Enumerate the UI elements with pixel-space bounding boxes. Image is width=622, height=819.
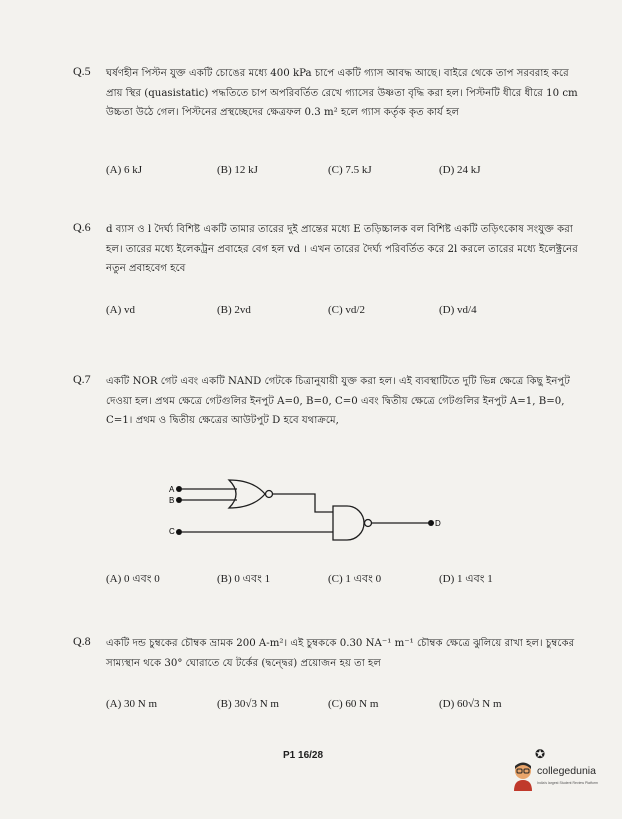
- brand-tagline: India's largest Student Review Platform: [537, 781, 598, 785]
- nand-bubble: [365, 520, 372, 527]
- terminal-b: [176, 497, 182, 503]
- terminal-c: [176, 529, 182, 535]
- page-number: P1 16/28: [283, 750, 324, 761]
- option-b[interactable]: (B) 30√3 N m: [217, 698, 279, 710]
- option-c[interactable]: (C) 7.5 kJ: [328, 164, 372, 176]
- page-mark-icon: ✪: [535, 747, 546, 761]
- option-d[interactable]: (D) 1 এবং 1: [439, 573, 493, 585]
- question-number: Q.5: [73, 64, 91, 78]
- question-text: একটি NOR গেট এবং একটি NAND গেটকে চিত্রানুযায়ী যুক্ত করা হল। এই ব্যবস্থাটিতে দুটি ভিন্ন ক্ষেত্রে কিছু ইনপুট দেওয়া হল। প্রথম ক্ষেত্রে গেটগুলির ইনপুট A=0, B=0, C=0 এবং দ্বিতীয় ক্ষেত্রে গেটগুলির ইনপুট A=1, B=0, C=1। প্রথম ও দ্বিতীয় ক্ষেত্রের আউটপুট D হবে যথাক্রমে,: [106, 376, 570, 426]
- collegedunia-watermark: [503, 753, 621, 799]
- option-a[interactable]: (A) 30 N m: [106, 698, 158, 710]
- question-number: Q.8: [73, 634, 91, 648]
- input-label-a: A: [169, 485, 175, 494]
- input-label-c: C: [169, 527, 175, 536]
- options: [106, 570, 586, 586]
- nand-gate: [333, 506, 364, 540]
- options: [106, 164, 586, 180]
- option-a[interactable]: (A) 0 এবং 0: [106, 573, 160, 585]
- question-text: একটি দন্ড চুম্বকের চৌম্বক ভ্রামক 200 A-m²। এই চুম্বককে 0.30 NA⁻¹ m⁻¹ চৌম্বক ক্ষেত্রে ঝুলিয়ে রাখা হল। চুম্বকের সাম্যস্থান থকে 30° ঘোরাতে যে টর্কের (দ্বন্দ্বের) প্রয়োজন হয় তা হল: [106, 638, 575, 669]
- nor-gate: [229, 480, 265, 508]
- options: [106, 698, 586, 714]
- student-avatar-icon: [511, 761, 535, 791]
- option-c[interactable]: (C) 1 এবং 0: [328, 573, 382, 585]
- option-b[interactable]: (B) 12 kJ: [217, 164, 258, 176]
- option-b[interactable]: (B) 0 এবং 1: [217, 573, 271, 585]
- input-label-b: B: [169, 496, 175, 505]
- nor-bubble: [266, 491, 273, 498]
- option-b[interactable]: (B) 2vd: [217, 304, 251, 316]
- option-c[interactable]: (C) vd/2: [328, 304, 365, 316]
- option-a[interactable]: (A) vd: [106, 304, 136, 316]
- logic-circuit-diagram: [165, 472, 455, 542]
- option-d[interactable]: (D) 24 kJ: [439, 164, 481, 176]
- option-d[interactable]: (D) vd/4: [439, 304, 477, 316]
- option-d[interactable]: (D) 60√3 N m: [439, 698, 502, 710]
- option-c[interactable]: (C) 60 N m: [328, 698, 379, 710]
- terminal-a: [176, 486, 182, 492]
- brand-name: collegedunia: [537, 765, 596, 777]
- question-text: ঘর্ষণহীন পিস্টন যুক্ত একটি চোঙের মধ্যে 400 kPa চাপে একটি গ্যাস আবদ্ধ আছে। বাইরে থেকে তাপ সরবরাহ করে প্রায় স্থির (quasistatic) পদ্ধতিতে চাপ অপরিবর্তিত রেখে গ্যাসের উষ্ণতা বৃদ্ধি করা হল। পিস্টনটি ধীরে ধীরে 10 cm উচ্চতা উঠে গেল। পিস্টনের প্রস্থচ্ছেদের ক্ষেত্রফল 0.3 m² হলে গ্যাস কর্তৃক কৃত কার্য হল: [106, 68, 578, 118]
- question-number: Q.6: [73, 220, 91, 234]
- question-text: d ব্যাস ও l দৈর্ঘ্য বিশিষ্ট একটি তামার তারের দুই প্রান্তের মধ্যে E তড়িচ্চালক বল বিশিষ্ট একটি তড়িৎকোষ সংযুক্ত করা হল। তারের মধ্যে ইলেকট্রন প্রবাহের বেগ হল vd । এখন তারের দৈর্ঘ্য পরিবর্তিত করে 2l করলে তারের মধ্যে ইলেক্ট্রনের নতুন প্রবাহবেগ হবে: [106, 224, 578, 274]
- question-number: Q.7: [73, 372, 91, 386]
- output-label-d: D: [435, 519, 441, 528]
- option-a[interactable]: (A) 6 kJ: [106, 164, 143, 176]
- options: [106, 304, 586, 320]
